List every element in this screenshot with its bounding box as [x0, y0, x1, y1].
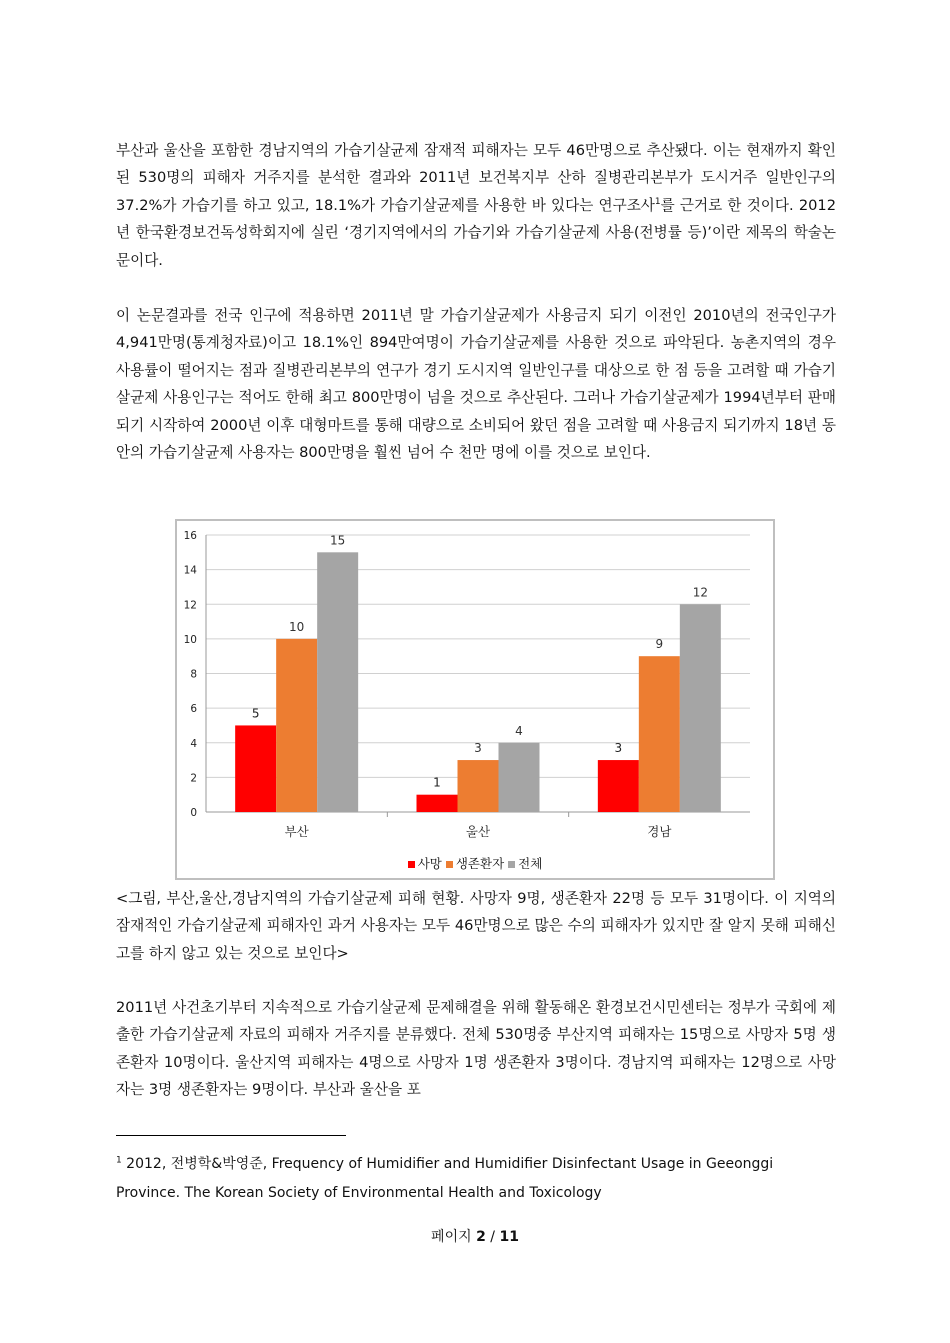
legend-item [408, 854, 442, 872]
y-tick-label: 12 [183, 599, 197, 612]
y-tick-label: 14 [183, 564, 197, 577]
y-tick-label: 6 [190, 703, 197, 716]
footnote [116, 1150, 836, 1208]
legend-label: 전체 [518, 856, 543, 871]
legend-label: 사망 [417, 856, 442, 871]
page-number-total: 11 [499, 1229, 519, 1245]
footnote-reference[interactable]: 1 [654, 196, 661, 207]
legend-swatch [508, 861, 515, 868]
y-tick-label: 8 [190, 668, 197, 681]
page-number [0, 1226, 950, 1246]
y-tick-label: 10 [183, 633, 197, 646]
x-category-label: 경남 [647, 824, 672, 839]
legend-label: 생존환자 [455, 856, 505, 871]
figure-caption: <그림, 부산,울산,경남지역의 가습기살균제 피해 현황. 사망자 9명, 생존환자 22명 등 모두 31명이다. 이 지역의 잠재적인 가습기살균제 피해자인 과거 사용자는 모두 46만명으로 많은 수의 피해자가 있지만 잘 알지 못해 피해신고를 하지 않고 있는 것으로 보인다> [116, 890, 836, 962]
bar-사망-부산 [235, 725, 276, 812]
footnote-text: 2012, 전병학&박영준, Frequency of Humidifier and Humidifier Disinfectant Usage in Geeonggi Province. The Korean Society of Environmental Health and Toxicology [116, 1156, 774, 1201]
data-label: 15 [330, 533, 346, 548]
data-label: 3 [474, 741, 482, 756]
legend-swatch [408, 861, 415, 868]
data-label: 12 [692, 585, 708, 600]
chart-svg [177, 521, 773, 878]
paragraph-2: 이 논문결과를 전국 인구에 적용하면 2011년 말 가습기살균제가 사용금지 되기 이전인 2010년의 전국인구가 4,941만명(통계청자료)이고 18.1%인 894만여명이 가습기살균제를 사용한 것으로 파악된다. 농촌지역의 경우 사용률이 떨어지는 점과 질병관리본부의 연구가 경기 도시지역 일반인구를 대상으로 한 점 등을 고려할 때 가습기살균제 사용인구는 적어도 한해 최고 800만명이 넘을 것으로 추산된다. 그러나 가습기살균제가 1994년부터 판매되기 시작하여 2000년 이후 대형마트를 통해 대량으로 소비되어 왔던 점을 고려할 때 사용금지 되기까지 18년 동안의 가습기살균제 사용자는 800만명을 훨씬 넘어 수 천만 명에 이를 것으로 보인다. [116, 307, 836, 462]
bar-전체-울산 [499, 743, 540, 812]
y-tick-label: 4 [190, 737, 197, 750]
legend-swatch [446, 861, 453, 868]
data-label: 9 [655, 637, 664, 652]
footnote-mark: 1 [116, 1155, 122, 1166]
paragraph-3: 2011년 사건초기부터 지속적으로 가습기살균제 문제해결을 위해 활동해온 환경보건시민센터는 정부가 국회에 제출한 가습기살균제 자료의 피해자 거주지를 분류했다. 전체 530명중 부산지역 피해자는 15명으로 사망자 5명 생존환자 10명이다. 울산지역 피해자는 4명으로 사망자 1명 생존환자 3명이다. 경남지역 피해자는 12명으로 사망자는 3명 생존환자는 9명이다. 부산과 울산을 포 [116, 999, 836, 1099]
x-category-label: 부산 [284, 824, 309, 839]
footnote-divider [116, 1135, 346, 1136]
bar-생존환자-울산 [458, 760, 499, 812]
data-label: 1 [433, 775, 441, 790]
bar-전체-경남 [680, 604, 721, 812]
data-label: 5 [251, 706, 260, 721]
legend-item [446, 854, 504, 872]
bar-생존환자-경남 [639, 656, 680, 812]
bar-전체-부산 [317, 552, 358, 812]
chart-legend [177, 854, 773, 872]
paragraph-1 [116, 137, 836, 274]
bar-생존환자-부산 [276, 639, 317, 812]
x-category-label: 울산 [465, 824, 491, 839]
paragraph-1-part-b: 를 근거로 한 것이다. 2012년 한국환경보건독성학회지에 실린 ‘경기지역에서의 가습기와 가습기살균제 사용(전병률 등)’이란 제목의 학술논문이다. [116, 196, 836, 269]
page-number-current: 2 [476, 1229, 486, 1245]
bar-사망-경남 [598, 760, 639, 812]
y-tick-label: 16 [183, 530, 197, 542]
data-label: 10 [289, 619, 305, 634]
y-tick-label: 2 [190, 772, 197, 785]
page-number-prefix: 페이지 [431, 1229, 477, 1245]
paragraph-1-part-a: 부산과 울산을 포함한 경남지역의 가습기살균제 잠재적 피해자는 모두 46만명으로 추산됐다. 이는 현재까지 확인된 530명의 피해자 거주지를 분석한 결과와 2011년 보건복지부 산하 질병관리본부가 도시거주 일반인구의 37.2%가 가습기를 하고 있고, 18.1%가 가습기살균제를 사용한 바 있다는 연구조사 [116, 142, 836, 214]
data-label: 4 [515, 723, 523, 738]
legend-item [508, 854, 542, 872]
y-tick-label: 0 [190, 807, 197, 819]
page-number-separator: / [485, 1229, 500, 1245]
bar-chart [175, 519, 775, 880]
bar-사망-울산 [417, 795, 458, 812]
data-label: 3 [614, 741, 623, 756]
